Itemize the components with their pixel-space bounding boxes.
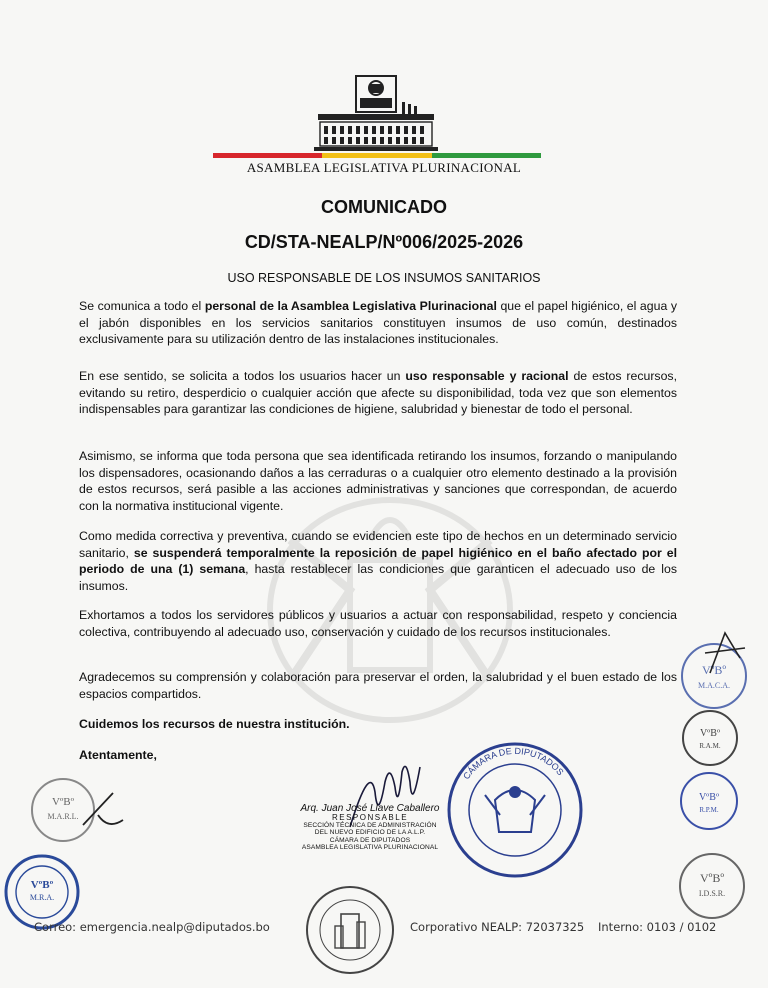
svg-text:VºBº: VºBº [701,663,727,677]
paragraph-5: Exhortamos a todos los servidores públicos y usuarios a actuar con responsabilidad, respeto y conciencia colectiva, contribuyendo al adecuado uso, conservación y cuidado de los recursos institucionales. [79,608,677,639]
vb-stamp-ram [672,708,748,768]
initials-scribble-left [78,785,128,830]
signer-line-4: ASAMBLEA LEGISLATIVA PLURINACIONAL [301,844,439,851]
flag-red [213,153,322,158]
svg-text:R.P.M.: R.P.M. [699,806,719,814]
farewell-line: Atentamente, [79,748,157,762]
document-code: CD/STA-NEALP/Nº006/2025-2026 [244,232,524,252]
paragraph-1 [79,298,677,348]
svg-text:VºBº: VºBº [51,796,75,808]
paragraph-3: Asimismo, se informa que toda persona que sea identificada retirando los insumos, forzando o manipulando los dispensadores, ocasionando daños a las cerraduras o a cualquier otro elemento destinado a la provisión de estos recursos, será pasible a las acciones administrativas y sanciones que correspondan, de acuerdo con la normativa institucional vigente. [79,449,677,513]
signer-line-3: CÁMARA DE DIPUTADOS [329,836,411,844]
flag-yellow [322,153,431,158]
signature-block [300,803,440,852]
p4-text-a: Como medida correctiva y preventiva, cuando se evidencien este tipo de hechos en un determinado servicio sanitario, [79,529,677,560]
svg-text:VºBº: VºBº [698,792,720,803]
p1-text-b: que el papel higiénico, el agua y el jabón disponibles en los servicios sanitarios constituyen insumos de uso común, destinados exclusivamente para su utilización dentro de las instalaciones institucionales. [79,299,677,346]
initials-scribble-right [700,628,750,678]
svg-text:R.A.M.: R.A.M. [699,742,721,750]
vb-stamp-rpm [676,770,742,832]
p1-bold: personal de la Asamblea Legislativa Plurinacional [204,299,497,313]
svg-text:M.R.A.: M.R.A. [29,893,55,902]
svg-text:I.D.S.R.: I.D.S.R. [698,889,726,898]
paragraph-6: Agradecemos su comprensión y colaboración para preservar el orden, la salubridad y el buen estado de los espacios compartidos. [79,670,677,701]
p4-text-b: , hasta restablecer las condiciones que garanticen el adecuado uso de los insumos. [79,562,677,593]
p2-text-b: de estos recursos, evitando su retiro, desperdicio o cualquier acción que afecte su disponibilidad, toda vez que son elementos indispensables para garantizar las condiciones de higiene, salubridad y bienestar de todo el personal. [79,369,677,416]
svg-text:VºBº: VºBº [699,728,721,739]
assembly-building-logo [312,74,440,152]
signer-role: RESPONSABLE [331,813,409,822]
paragraph-4 [79,528,677,594]
svg-text:CÁMARA DE DIPUTADOS: CÁMARA DE DIPUTADOS [461,745,566,782]
footer-corporate-phone: Corporativo NEALP: 72037325 [410,920,585,934]
p2-bold: uso responsable y racional [405,369,569,383]
vb-stamp-idsr [676,850,748,922]
p1-text-a: Se comunica a todo el [79,299,205,313]
footer-email: Correo: emergencia.nealp@diputados.bo [34,920,270,934]
svg-text:VºBº: VºBº [30,879,54,891]
signer-line-1: SECCIÓN TÉCNICA DE ADMINISTRACIÓN [303,821,437,829]
tricolor-line [213,153,541,158]
flag-green [432,153,541,158]
signer-name: Arq. Juan José Llave Caballero [300,803,440,814]
svg-text:M.A.R.L.: M.A.R.L. [47,812,79,821]
svg-text:M.A.C.A.: M.A.C.A. [697,681,731,690]
organization-name: ASAMBLEA LEGISLATIVA PLURINACIONAL [246,160,522,175]
svg-text:VºBº: VºBº [699,871,725,885]
p2-text-a: En ese sentido, se solicita a todos los usuarios hacer un [79,369,406,383]
p4-bold: se suspenderá temporalmente la reposición de papel higiénico en el baño afectado por el periodo de una (1) semana [79,545,677,576]
document-title: COMUNICADO [321,197,447,217]
paragraph-2 [79,368,677,418]
document-subject: USO RESPONSABLE DE LOS INSUMOS SANITARIOS [227,271,541,285]
chamber-round-seal [445,740,585,880]
signer-line-2: DEL NUEVO EDIFICIO DE LA A.L.P. [314,829,426,836]
footer-internal-phone: Interno: 0103 / 0102 [598,920,717,934]
technical-section-seal [305,880,395,980]
closing-line: Cuidemos los recursos de nuestra institución. [79,717,350,731]
